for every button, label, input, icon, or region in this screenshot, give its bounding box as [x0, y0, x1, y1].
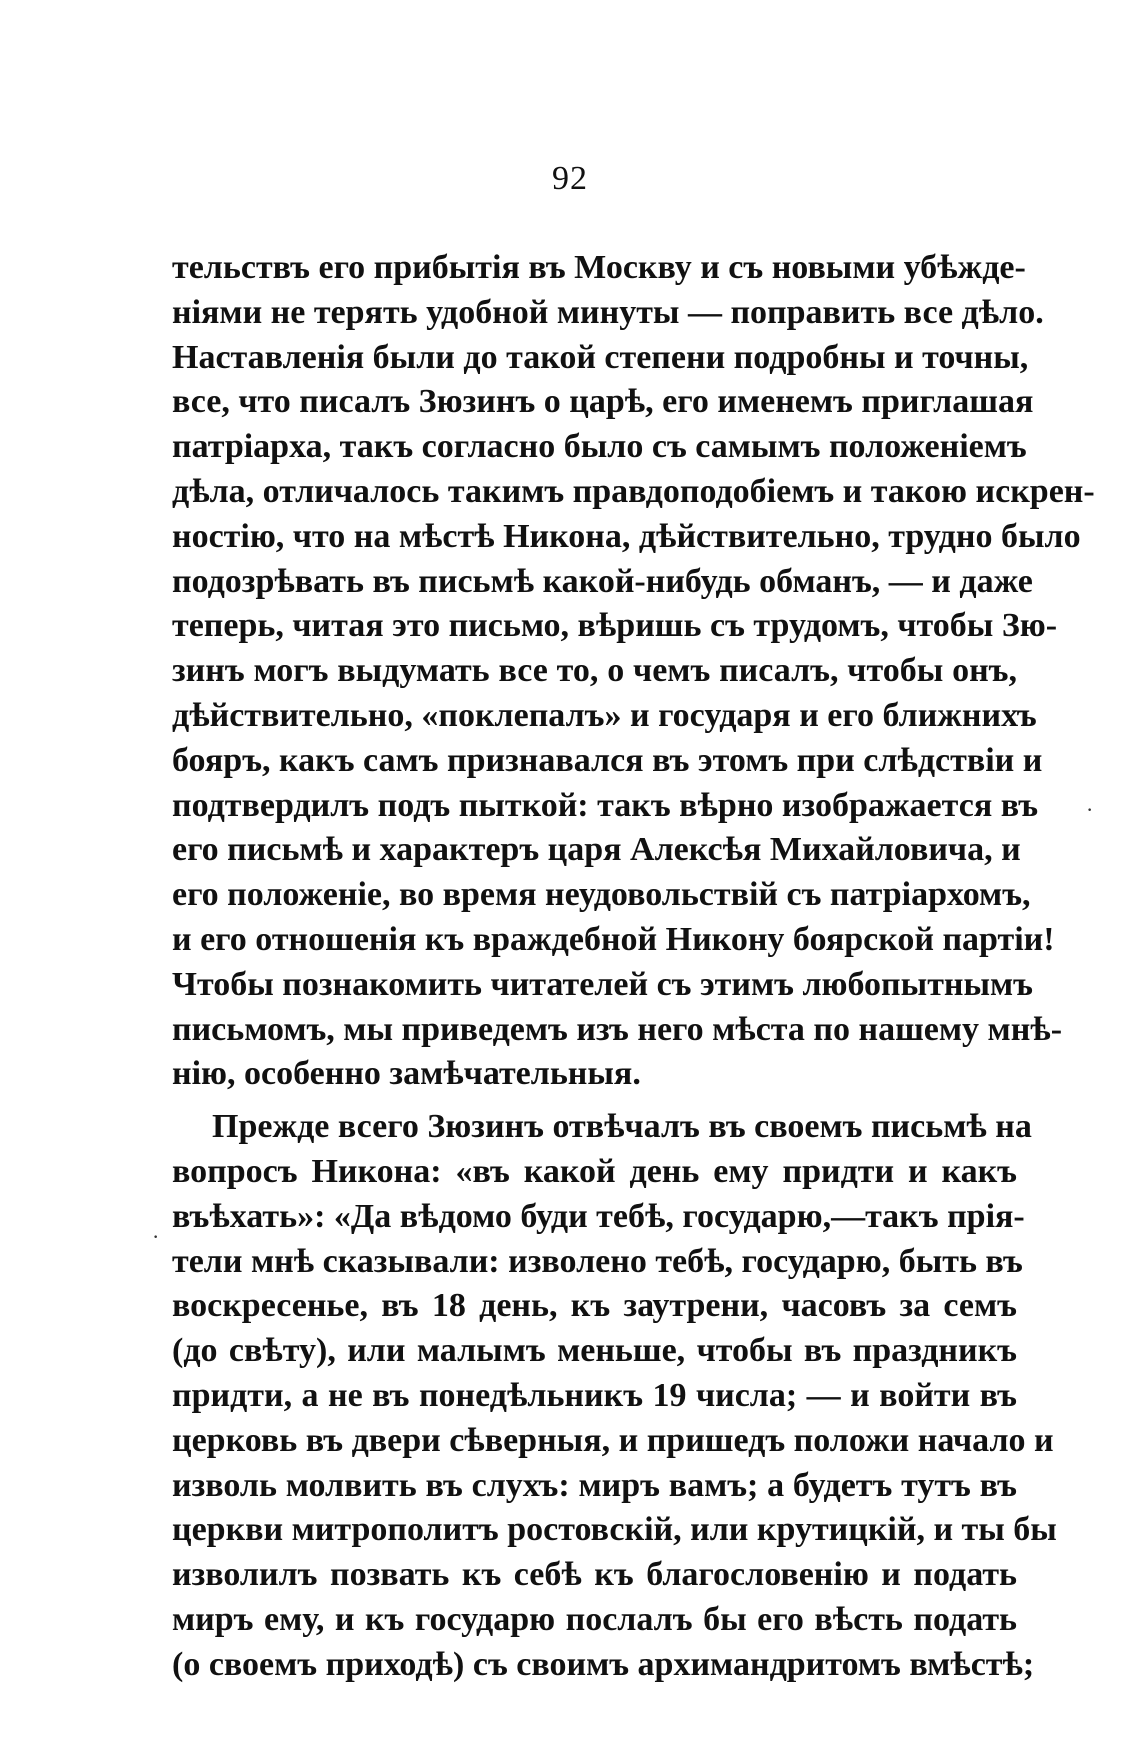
stray-dot-mark: ·	[152, 1224, 160, 1249]
text-line: нію, особенно замѣчательныя.	[172, 1055, 641, 1093]
text-line: (о своемъ приходѣ) съ своимъ архимандритомъ вмѣстѣ;	[172, 1645, 1035, 1683]
paragraph-1	[172, 246, 1095, 1097]
text-line: (до свѣту), или малымъ меньше, чтобы въ праздникъ	[172, 1332, 1017, 1370]
text-line: миръ ему, и къ государю послалъ бы его вѣсть подать	[172, 1600, 1017, 1638]
text-line: церковь въ двери сѣверныя, и пришедъ положи начало и	[172, 1421, 1054, 1459]
text-line: его письмѣ и характеръ царя Алексѣя Михайловича, и	[172, 831, 1021, 869]
text-line: Наставленія были до такой степени подробны и точны,	[172, 338, 1029, 376]
text-line: подтвердилъ подъ пыткой: такъ вѣрно изображается въ	[172, 786, 1039, 824]
text-line: теперь, читая это письмо, вѣришь съ трудомъ, чтобы Зю-	[172, 607, 1058, 645]
text-line: Чтобы познакомить читателей съ этимъ любопытнымъ	[172, 965, 1034, 1003]
text-line: тели мнѣ сказывали: изволено тебѣ, государю, быть въ	[172, 1242, 1023, 1280]
text-line: его положеніе, во время неудовольствій съ патріархомъ,	[172, 876, 1031, 914]
text-line: зинъ могъ выдумать все то, о чемъ писалъ, чтобы онъ,	[172, 652, 1017, 690]
text-line: подозрѣвать въ письмѣ какой-нибудь обманъ, — и даже	[172, 562, 1033, 600]
text-line: и его отношенія къ враждебной Никону боярской партіи!	[172, 920, 1055, 958]
text-line: вопросъ Никона: «въ какой день ему придти и какъ	[172, 1152, 1017, 1190]
text-line: ностію, что на мѣстѣ Никона, дѣйствительно, трудно было	[172, 517, 1081, 555]
paragraph-2	[172, 1105, 1057, 1687]
text-line: дѣйствительно, «поклепалъ» и государя и его ближнихъ	[172, 696, 1037, 734]
text-line: изволь молвить въ слухъ: миръ вамъ; а будетъ тутъ въ	[172, 1466, 1017, 1504]
text-line: воскресенье, въ 18 день, къ заутрени, часовъ за семъ	[172, 1287, 1017, 1325]
stray-dot-mark: ·	[1086, 797, 1094, 822]
text-line: церкви митрополитъ ростовскій, или крутицкій, и ты бы	[172, 1511, 1057, 1549]
text-line: письмомъ, мы приведемъ изъ него мѣста по нашему мнѣ-	[172, 1010, 1063, 1048]
text-line: патріарха, такъ согласно было съ самымъ положеніемъ	[172, 428, 1027, 466]
page-number: 92	[552, 160, 588, 197]
text-line: бояръ, какъ самъ признавался въ этомъ при слѣдствіи и	[172, 741, 1043, 779]
text-line: въѣхать»: «Да вѣдомо буди тебѣ, государю,—такъ прія-	[172, 1197, 1025, 1235]
text-line: дѣла, отличалось такимъ правдоподобіемъ и такою искрен-	[172, 472, 1095, 510]
body-text	[172, 246, 1095, 1688]
text-line: все, что писалъ Зюзинъ о царѣ, его именемъ приглашая	[172, 383, 1034, 421]
text-line: изволилъ позвать къ себѣ къ благословенію и подать	[172, 1556, 1017, 1594]
text-line: Прежде всего Зюзинъ отвѣчалъ въ своемъ письмѣ на	[212, 1108, 1032, 1146]
text-line: тельствъ его прибытія въ Москву и съ новыми убѣжде-	[172, 249, 1026, 286]
text-line: придти, а не въ понедѣльникъ 19 числа; — и войти въ	[172, 1376, 1017, 1414]
text-line: ніями не терять удобной минуты — поправить все дѣло.	[172, 293, 1044, 331]
